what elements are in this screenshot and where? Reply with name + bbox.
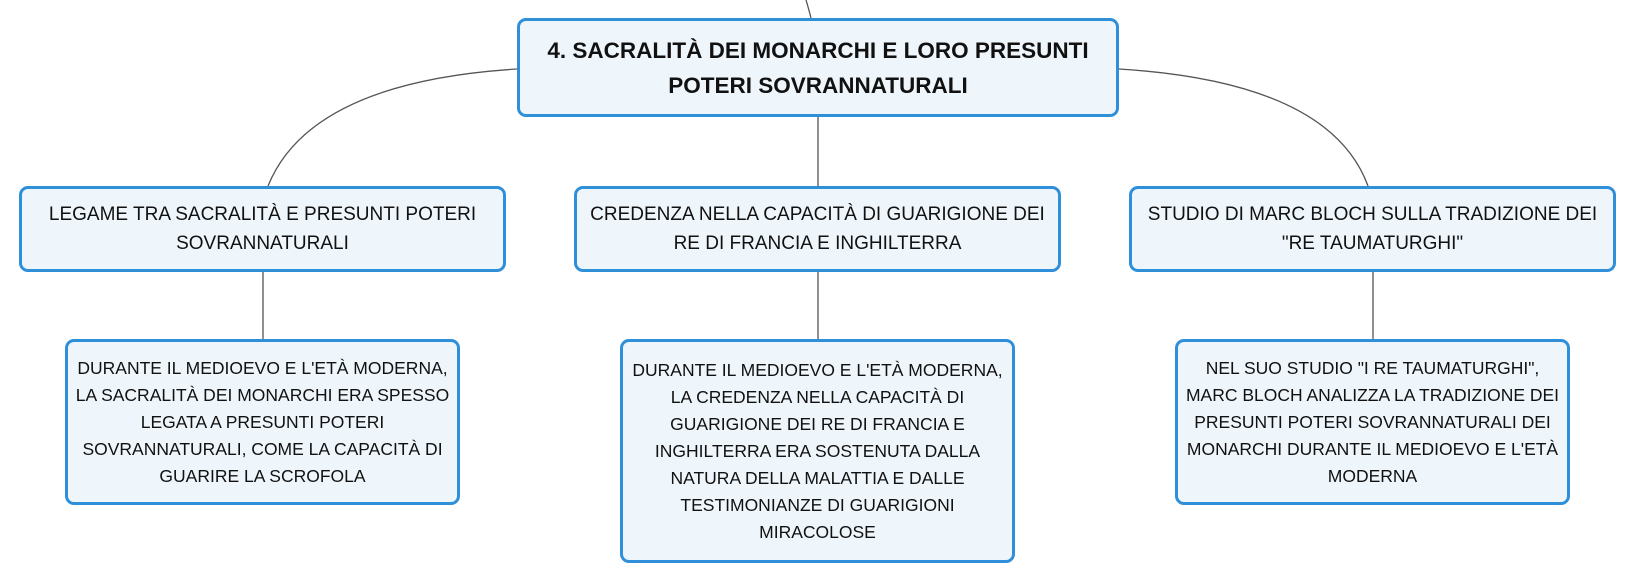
detail-node-sacralita[interactable] xyxy=(65,339,460,505)
branch-node-sacralita[interactable] xyxy=(19,186,506,272)
connector-incoming-root xyxy=(806,0,811,18)
connector-root-left xyxy=(268,69,517,186)
detail-node-marc-bloch[interactable] xyxy=(1175,339,1570,505)
detail-text-sacralita: DURANTE IL MEDIOEVO E L'ETÀ MODERNA, LA SACRALITÀ DEI MONARCHI ERA SPESSO LEGATA A PRESUNTI POTERI SOVRANNATURALI, COME LA CAPACITÀ DI GUARIRE LA SCROFOLA xyxy=(75,357,450,486)
branch-node-marc-bloch[interactable] xyxy=(1129,186,1616,272)
connector-root-right xyxy=(1119,69,1368,186)
branch-node-guarigione[interactable] xyxy=(574,186,1061,272)
branch-label-guarigione: CREDENZA NELLA CAPACITÀ DI GUARIGIONE DEI RE DI FRANCIA E INGHILTERRA xyxy=(590,204,1045,254)
detail-text-guarigione: DURANTE IL MEDIOEVO E L'ETÀ MODERNA, LA CREDENZA NELLA CAPACITÀ DI GUARIGIONE DEI RE DI FRANCIA E INGHILTERRA ERA SOSTENUTA DALLA NATURA DELLA MALATTIA E DALLE TESTIMONIANZE DI GUARIGIONI MIRACOLOSE xyxy=(632,359,1003,542)
root-topic-label: 4. SACRALITÀ DEI MONARCHI E LORO PRESUNTI POTERI SOVRANNATURALI xyxy=(547,37,1089,98)
detail-node-guarigione[interactable] xyxy=(620,339,1015,563)
branch-label-marc-bloch: STUDIO DI MARC BLOCH SULLA TRADIZIONE DEI "RE TAUMATURGHI" xyxy=(1147,204,1598,254)
root-topic-node[interactable] xyxy=(517,18,1119,117)
branch-label-sacralita: LEGAME TRA SACRALITÀ E PRESUNTI POTERI SOVRANNATURALI xyxy=(48,204,477,254)
detail-text-marc-bloch: NEL SUO STUDIO "I RE TAUMATURGHI", MARC BLOCH ANALIZZA LA TRADIZIONE DEI PRESUNTI POTERI SOVRANNATURALI DEI MONARCHI DURANTE IL MEDIOEVO E L'ETÀ MODERNA xyxy=(1185,357,1560,486)
